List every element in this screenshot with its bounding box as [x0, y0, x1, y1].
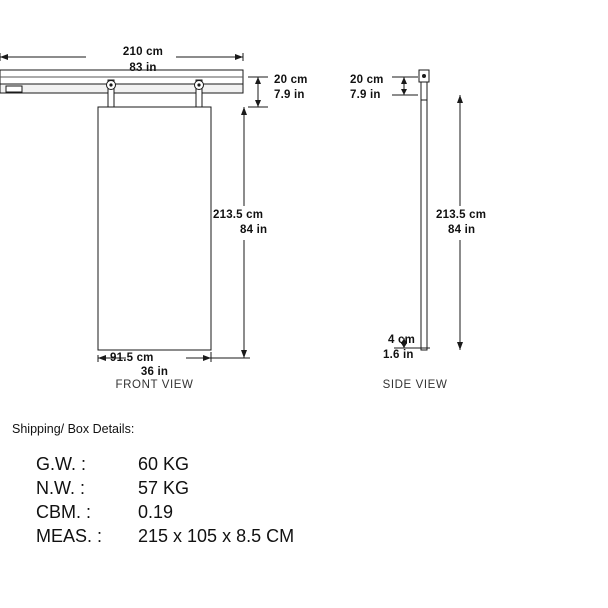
dim-label-door-height-in: 84 in	[240, 224, 268, 236]
shipping-value-meas: 215 x 105 x 8.5 CM	[138, 525, 295, 546]
dim-label-top-gap-cm: 20 cm	[274, 74, 308, 86]
shipping-label-nw: N.W. :	[36, 477, 85, 498]
dim-arrow-height-bottom	[241, 350, 247, 358]
shipping-label-cbm: CBM. :	[36, 501, 92, 522]
side-hanger	[421, 82, 427, 100]
front-view-label: FRONT VIEW	[115, 379, 194, 391]
dim-arrow-right	[235, 54, 243, 60]
dim-arrow-width-left	[98, 355, 106, 361]
dim-arrow-side-height-top	[457, 95, 463, 103]
table-row	[36, 452, 294, 476]
dim-label-floor-gap-in: 1.6 in	[383, 349, 414, 361]
dim-arrow-side-topgap-down	[401, 89, 407, 95]
dim-label-top-gap-in: 7.9 in	[274, 89, 305, 101]
dim-arrow-width-right	[203, 355, 211, 361]
dim-label-side-height-in: 84 in	[448, 224, 476, 236]
rail-end-stop-left	[6, 86, 22, 92]
dim-arrow-side-height-bottom	[457, 342, 463, 350]
shipping-label-gw: G.W. :	[36, 453, 87, 474]
door-panel	[98, 107, 211, 350]
dim-label-side-top-gap-in: 7.9 in	[350, 89, 381, 101]
dim-label-side-height-cm: 213.5 cm	[436, 209, 487, 221]
dim-arrow-topgap-down	[255, 100, 261, 107]
shipping-details-title: Shipping/ Box Details:	[12, 422, 135, 436]
shipping-value-gw: 60 KG	[138, 453, 190, 474]
shipping-details-table	[36, 452, 294, 548]
table-row	[36, 476, 294, 500]
table-row	[36, 524, 294, 548]
dim-arrow-height-top	[241, 107, 247, 115]
dim-label-track-width-cm: 210 cm	[122, 46, 164, 58]
shipping-value-cbm: 0.19	[138, 501, 174, 522]
dim-label-side-top-gap-cm: 20 cm	[350, 74, 384, 86]
dim-arrow-topgap-up	[255, 77, 261, 84]
dim-label-floor-gap-cm: 4 cm	[388, 334, 416, 346]
shipping-label-meas: MEAS. :	[36, 525, 103, 546]
side-view-label: SIDE VIEW	[382, 379, 448, 391]
dim-label-door-width-in: 36 in	[140, 366, 169, 378]
rail-lower-band	[0, 84, 243, 93]
dim-label-door-height-cm: 213.5 cm	[213, 209, 264, 221]
side-roller	[422, 74, 426, 78]
table-row	[36, 500, 294, 524]
dim-label-track-width-in: 83 in	[129, 62, 157, 74]
dim-arrow-side-topgap-up	[401, 77, 407, 84]
side-door-panel	[421, 100, 427, 350]
dim-arrow-left	[0, 54, 8, 60]
dim-label-door-width-cm: 91.5 cm	[110, 352, 154, 364]
shipping-value-nw: 57 KG	[138, 477, 190, 498]
